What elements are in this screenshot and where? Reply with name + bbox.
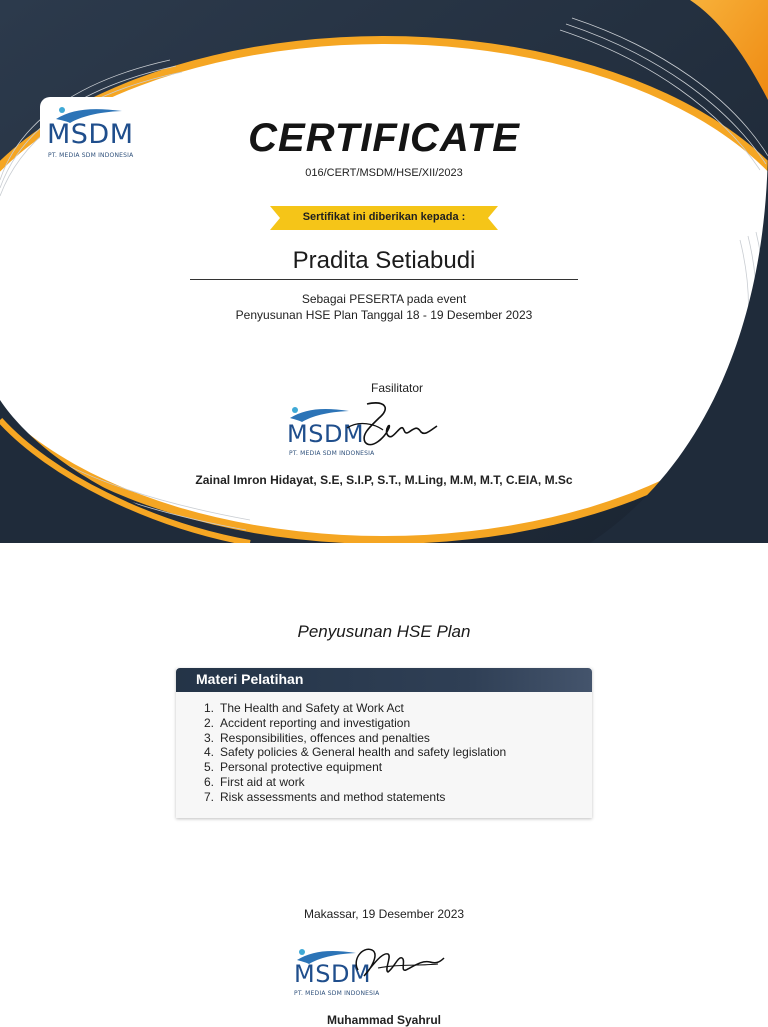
list-item: 3. Responsibilities, offences and penalties bbox=[204, 730, 430, 745]
materials-header bbox=[176, 668, 592, 692]
signer-signature-block bbox=[290, 940, 450, 1004]
list-item: 2. Accident reporting and investigation bbox=[204, 715, 411, 730]
materials-title: Materi Pelatihan bbox=[196, 671, 304, 687]
certificate-number: 016/CERT/MSDM/HSE/XII/2023 bbox=[305, 167, 463, 179]
list-item: 6. First aid at work bbox=[204, 774, 305, 789]
signature-icon bbox=[348, 940, 448, 992]
list-item: 7. Risk assessments and method statements bbox=[204, 789, 446, 804]
ribbon-text: Sertifikat ini diberikan kepada : bbox=[302, 211, 466, 223]
signer-name: Muhammad Syahrul bbox=[326, 1013, 442, 1027]
signature-icon bbox=[345, 398, 441, 458]
event-title: Penyusunan HSE Plan bbox=[297, 622, 471, 641]
stamp-subtext: PT. MEDIA SDM INDONESIA bbox=[294, 990, 380, 997]
logo-subtext: PT. MEDIA SDM INDONESIA bbox=[48, 152, 134, 159]
recipient-name: Pradita Setiabudi bbox=[292, 247, 476, 274]
stamp-subtext: PT. MEDIA SDM INDONESIA bbox=[289, 450, 375, 457]
facilitator-name: Zainal Imron Hidayat, S.E, S.I.P, S.T., M.Ling, M.M, M.T, C.EIA, M.Sc bbox=[195, 473, 573, 487]
facilitator-label: Fasilitator bbox=[370, 381, 423, 395]
place-date: Makassar, 19 Desember 2023 bbox=[303, 907, 465, 921]
certificate-title: CERTIFICATE bbox=[248, 116, 520, 160]
list-item: 5. Personal protective equipment bbox=[204, 760, 383, 775]
name-underline bbox=[190, 279, 578, 280]
stamp-text: MSDM bbox=[287, 420, 365, 448]
list-item: 4. Safety policies & General health and safety legislation bbox=[204, 745, 507, 760]
event-description: Penyusunan HSE Plan Tanggal 18 - 19 Desember 2023 bbox=[235, 308, 533, 322]
stamp-text: MSDM bbox=[294, 960, 372, 988]
materials-box bbox=[176, 668, 592, 818]
facilitator-signature-block bbox=[283, 398, 443, 464]
logo-text: MSDM bbox=[47, 119, 134, 150]
list-item: 1. The Health and Safety at Work Act bbox=[204, 701, 404, 715]
participant-role: Sebagai PESERTA pada event bbox=[301, 292, 467, 306]
materials-list bbox=[204, 701, 506, 805]
